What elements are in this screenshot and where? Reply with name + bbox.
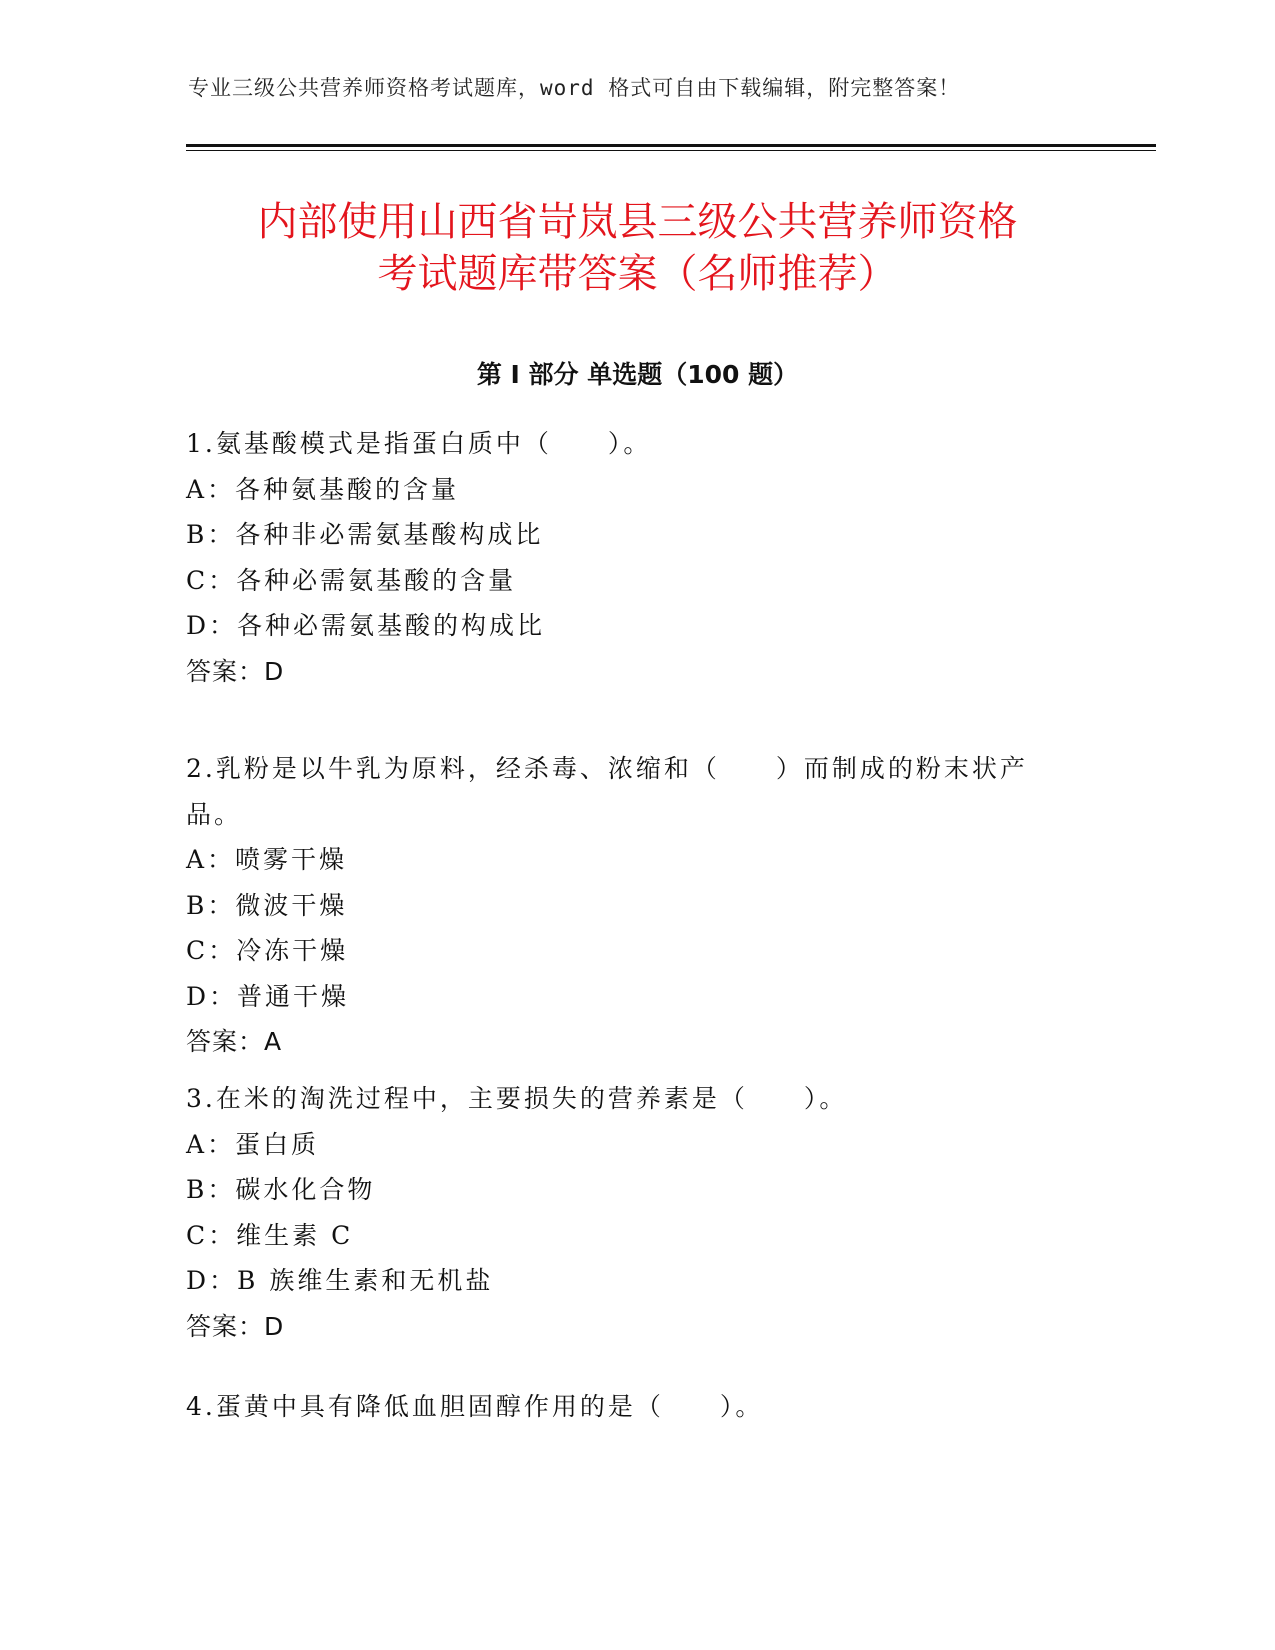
option-a: A：蛋白质 xyxy=(186,1129,320,1159)
question-stem: 2.乳粉是以牛乳为原料，经杀毒、浓缩和（ ）而制成的粉末状产品。 xyxy=(186,754,1028,829)
question-stem: 4.蛋黄中具有降低血胆固醇作用的是（ ）。 xyxy=(186,1392,764,1421)
question-stem: 1.氨基酸模式是指蛋白质中（ ）。 xyxy=(186,429,652,458)
option-d: D：各种必需氨基酸的构成比 xyxy=(186,611,546,640)
option-c: C：冷冻干燥 xyxy=(186,936,349,965)
answer-label: 答案：A xyxy=(186,1027,283,1056)
question-3 xyxy=(186,1076,1066,1349)
option-d: D：B 族维生素和无机盐 xyxy=(186,1266,494,1295)
answer-label: 答案：D xyxy=(186,656,285,686)
question-2 xyxy=(186,746,1066,1065)
title-line-2: 考试题库带答案（名师推荐） xyxy=(377,251,898,297)
option-a: A：喷雾干燥 xyxy=(186,845,348,874)
header-note: 专业三级公共营养师资格考试题库，word 格式可自由下载编辑，附完整答案！ xyxy=(188,76,961,100)
header-divider-thick xyxy=(186,144,1156,147)
document-title xyxy=(100,196,1175,300)
option-b: B：微波干燥 xyxy=(186,890,348,920)
question-4 xyxy=(186,1384,1066,1430)
option-d: D：普通干燥 xyxy=(186,981,350,1011)
answer-label: 答案：D xyxy=(186,1311,285,1341)
option-c: C：维生素 C xyxy=(186,1220,354,1250)
option-c: C：各种必需氨基酸的含量 xyxy=(186,565,517,595)
option-b: B：各种非必需氨基酸构成比 xyxy=(186,520,544,549)
section-heading: 第 I 部分 单选题（100 题） xyxy=(476,360,799,389)
option-a: A：各种氨基酸的含量 xyxy=(186,474,460,504)
header-divider-thin xyxy=(186,150,1156,151)
question-1 xyxy=(186,421,1066,694)
option-b: B：碳水化合物 xyxy=(186,1175,376,1204)
title-line-1: 内部使用山西省岢岚县三级公共营养师资格 xyxy=(257,199,1018,245)
question-stem: 3.在米的淘洗过程中，主要损失的营养素是（ ）。 xyxy=(186,1084,848,1113)
